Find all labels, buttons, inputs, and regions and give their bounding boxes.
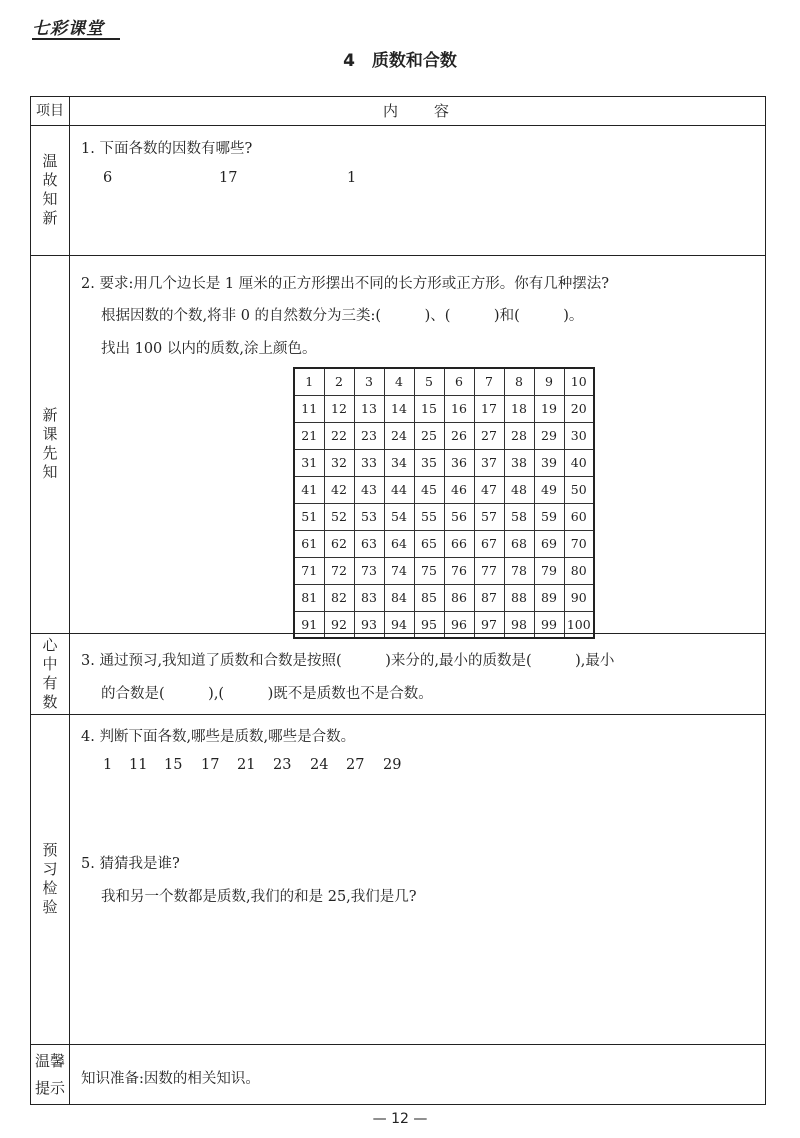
grid-cell[interactable]: 33 (354, 449, 384, 476)
grid-cell[interactable]: 60 (564, 503, 594, 530)
grid-cell[interactable]: 76 (444, 557, 474, 584)
grid-cell[interactable]: 56 (444, 503, 474, 530)
grid-cell[interactable]: 7 (474, 368, 504, 395)
page-title: 4 质数和合数 (343, 51, 457, 71)
grid-cell[interactable]: 4 (384, 368, 414, 395)
grid-cell[interactable]: 27 (474, 422, 504, 449)
grid-cell[interactable]: 31 (294, 449, 324, 476)
factor-number: 6 (103, 170, 113, 186)
grid-cell[interactable]: 36 (444, 449, 474, 476)
grid-row (294, 449, 594, 476)
factor-number: 17 (219, 170, 238, 186)
factor-number: 1 (347, 170, 357, 186)
grid-cell[interactable]: 1 (294, 368, 324, 395)
question-5: 5. 猜猜我是谁? (81, 856, 180, 872)
grid-cell[interactable]: 43 (354, 476, 384, 503)
brand-logo: 七彩课堂 (32, 19, 104, 39)
header-content: 内 容 (382, 102, 451, 120)
grid-cell[interactable]: 13 (354, 395, 384, 422)
grid-cell[interactable]: 69 (534, 530, 564, 557)
grid-cell[interactable]: 95 (414, 611, 444, 638)
grid-cell[interactable]: 63 (354, 530, 384, 557)
grid-cell[interactable]: 65 (414, 530, 444, 557)
grid-cell[interactable]: 20 (564, 395, 594, 422)
q4-number: 23 (273, 757, 292, 773)
grid-cell[interactable]: 32 (324, 449, 354, 476)
grid-cell[interactable]: 82 (324, 584, 354, 611)
grid-cell[interactable]: 49 (534, 476, 564, 503)
grid-cell[interactable]: 88 (504, 584, 534, 611)
grid-cell[interactable]: 45 (414, 476, 444, 503)
q4-number: 21 (237, 757, 256, 773)
grid-cell[interactable]: 25 (414, 422, 444, 449)
grid-row (294, 422, 594, 449)
row-divider (31, 255, 765, 256)
q4-number: 29 (383, 757, 402, 773)
grid-cell[interactable]: 6 (444, 368, 474, 395)
grid-cell[interactable]: 73 (354, 557, 384, 584)
q4-number: 27 (346, 757, 365, 773)
grid-cell[interactable]: 61 (294, 530, 324, 557)
grid-cell[interactable]: 79 (534, 557, 564, 584)
grid-cell[interactable]: 54 (384, 503, 414, 530)
grid-cell[interactable]: 87 (474, 584, 504, 611)
grid-cell[interactable]: 84 (384, 584, 414, 611)
grid-instruction: 找出 100 以内的质数,涂上颜色。 (101, 341, 317, 357)
grid-cell[interactable]: 34 (384, 449, 414, 476)
row-label-new-lesson: 新 课 先 知 (42, 406, 58, 481)
header-label: 项目 (36, 103, 64, 119)
grid-cell[interactable]: 50 (564, 476, 594, 503)
grid-cell[interactable]: 39 (534, 449, 564, 476)
grid-cell[interactable]: 66 (444, 530, 474, 557)
grid-cell[interactable]: 83 (354, 584, 384, 611)
grid-cell[interactable]: 38 (504, 449, 534, 476)
grid-cell[interactable]: 80 (564, 557, 594, 584)
grid-row (294, 395, 594, 422)
grid-cell[interactable]: 51 (294, 503, 324, 530)
grid-cell[interactable]: 86 (444, 584, 474, 611)
grid-cell[interactable]: 71 (294, 557, 324, 584)
q4-number: 24 (310, 757, 329, 773)
grid-cell[interactable]: 14 (384, 395, 414, 422)
grid-cell[interactable]: 96 (444, 611, 474, 638)
grid-cell[interactable]: 22 (324, 422, 354, 449)
question-5-detail: 我和另一个数都是质数,我们的和是 25,我们是几? (101, 889, 417, 905)
grid-cell[interactable]: 18 (504, 395, 534, 422)
grid-cell[interactable]: 81 (294, 584, 324, 611)
grid-cell[interactable]: 9 (534, 368, 564, 395)
grid-cell[interactable]: 29 (534, 422, 564, 449)
grid-cell[interactable]: 24 (384, 422, 414, 449)
grid-cell[interactable]: 75 (414, 557, 444, 584)
grid-cell[interactable]: 5 (414, 368, 444, 395)
row-label-in-mind: 心 中 有 数 (42, 635, 58, 711)
grid-cell[interactable]: 21 (294, 422, 324, 449)
worksheet-table (30, 96, 766, 1105)
grid-cell[interactable]: 30 (564, 422, 594, 449)
grid-cell[interactable]: 92 (324, 611, 354, 638)
grid-cell[interactable]: 8 (504, 368, 534, 395)
grid-cell[interactable]: 98 (504, 611, 534, 638)
row-divider (31, 125, 765, 126)
grid-row (294, 368, 594, 395)
column-divider (69, 97, 70, 1104)
grid-cell[interactable]: 90 (564, 584, 594, 611)
tips-text: 知识准备:因数的相关知识。 (81, 1071, 260, 1087)
grid-cell[interactable]: 94 (384, 611, 414, 638)
grid-cell[interactable]: 41 (294, 476, 324, 503)
q4-number: 11 (129, 757, 148, 773)
grid-cell[interactable]: 89 (534, 584, 564, 611)
grid-cell[interactable]: 35 (414, 449, 444, 476)
grid-cell[interactable]: 37 (474, 449, 504, 476)
grid-cell[interactable]: 42 (324, 476, 354, 503)
row-divider (31, 1044, 765, 1045)
grid-cell[interactable]: 97 (474, 611, 504, 638)
grid-cell[interactable]: 62 (324, 530, 354, 557)
q4-number: 17 (201, 757, 220, 773)
grid-cell[interactable]: 58 (504, 503, 534, 530)
grid-cell[interactable]: 59 (534, 503, 564, 530)
grid-row (294, 476, 594, 503)
page-number: — 12 — (372, 1111, 428, 1127)
question-2: 2. 要求:用几个边长是 1 厘米的正方形摆出不同的长方形或正方形。你有几种摆法? (81, 276, 610, 292)
grid-cell[interactable]: 93 (354, 611, 384, 638)
grid-cell[interactable]: 85 (414, 584, 444, 611)
grid-cell[interactable]: 55 (414, 503, 444, 530)
classification-line: 根据因数的个数,将非 0 的自然数分为三类:( )、( )和( )。 (101, 308, 584, 324)
grid-cell[interactable]: 52 (324, 503, 354, 530)
grid-cell[interactable]: 3 (354, 368, 384, 395)
row-label-review: 温 故 知 新 (42, 152, 58, 227)
row-label-tips: 温馨 提示 (34, 1052, 65, 1097)
question-3-line-1: 3. 通过预习,我知道了质数和合数是按照( )来分的,最小的质数是( ),最小 (81, 653, 615, 669)
grid-cell[interactable]: 11 (294, 395, 324, 422)
grid-cell[interactable]: 16 (444, 395, 474, 422)
row-divider (31, 633, 765, 634)
grid-cell[interactable]: 23 (354, 422, 384, 449)
row-label-check: 预 习 检 验 (42, 841, 58, 916)
grid-cell[interactable]: 12 (324, 395, 354, 422)
grid-cell[interactable]: 91 (294, 611, 324, 638)
grid-row (294, 557, 594, 584)
grid-cell[interactable]: 78 (504, 557, 534, 584)
grid-row (294, 503, 594, 530)
row-divider (31, 714, 765, 715)
grid-cell[interactable]: 47 (474, 476, 504, 503)
grid-cell[interactable]: 28 (504, 422, 534, 449)
grid-cell[interactable]: 74 (384, 557, 414, 584)
grid-cell[interactable]: 17 (474, 395, 504, 422)
grid-cell[interactable]: 10 (564, 368, 594, 395)
grid-cell[interactable]: 77 (474, 557, 504, 584)
grid-cell[interactable]: 19 (534, 395, 564, 422)
grid-cell[interactable]: 2 (324, 368, 354, 395)
grid-cell[interactable]: 67 (474, 530, 504, 557)
grid-cell[interactable]: 100 (564, 611, 594, 638)
grid-cell[interactable]: 53 (354, 503, 384, 530)
grid-cell[interactable]: 64 (384, 530, 414, 557)
q4-number: 1 (103, 757, 113, 773)
q4-number: 15 (164, 757, 183, 773)
brand-underline (32, 38, 120, 40)
grid-cell[interactable]: 40 (564, 449, 594, 476)
hundred-number-grid (293, 367, 595, 639)
grid-cell[interactable]: 26 (444, 422, 474, 449)
question-3-line-2: 的合数是( ),( )既不是质数也不是合数。 (101, 686, 433, 702)
question-1: 1. 下面各数的因数有哪些? (81, 141, 253, 157)
grid-cell[interactable]: 15 (414, 395, 444, 422)
question-4: 4. 判断下面各数,哪些是质数,哪些是合数。 (81, 729, 356, 745)
grid-cell[interactable]: 68 (504, 530, 534, 557)
grid-cell[interactable]: 44 (384, 476, 414, 503)
grid-row (294, 530, 594, 557)
grid-cell[interactable]: 99 (534, 611, 564, 638)
grid-cell[interactable]: 46 (444, 476, 474, 503)
grid-cell[interactable]: 72 (324, 557, 354, 584)
grid-cell[interactable]: 57 (474, 503, 504, 530)
grid-cell[interactable]: 70 (564, 530, 594, 557)
grid-row (294, 584, 594, 611)
grid-cell[interactable]: 48 (504, 476, 534, 503)
